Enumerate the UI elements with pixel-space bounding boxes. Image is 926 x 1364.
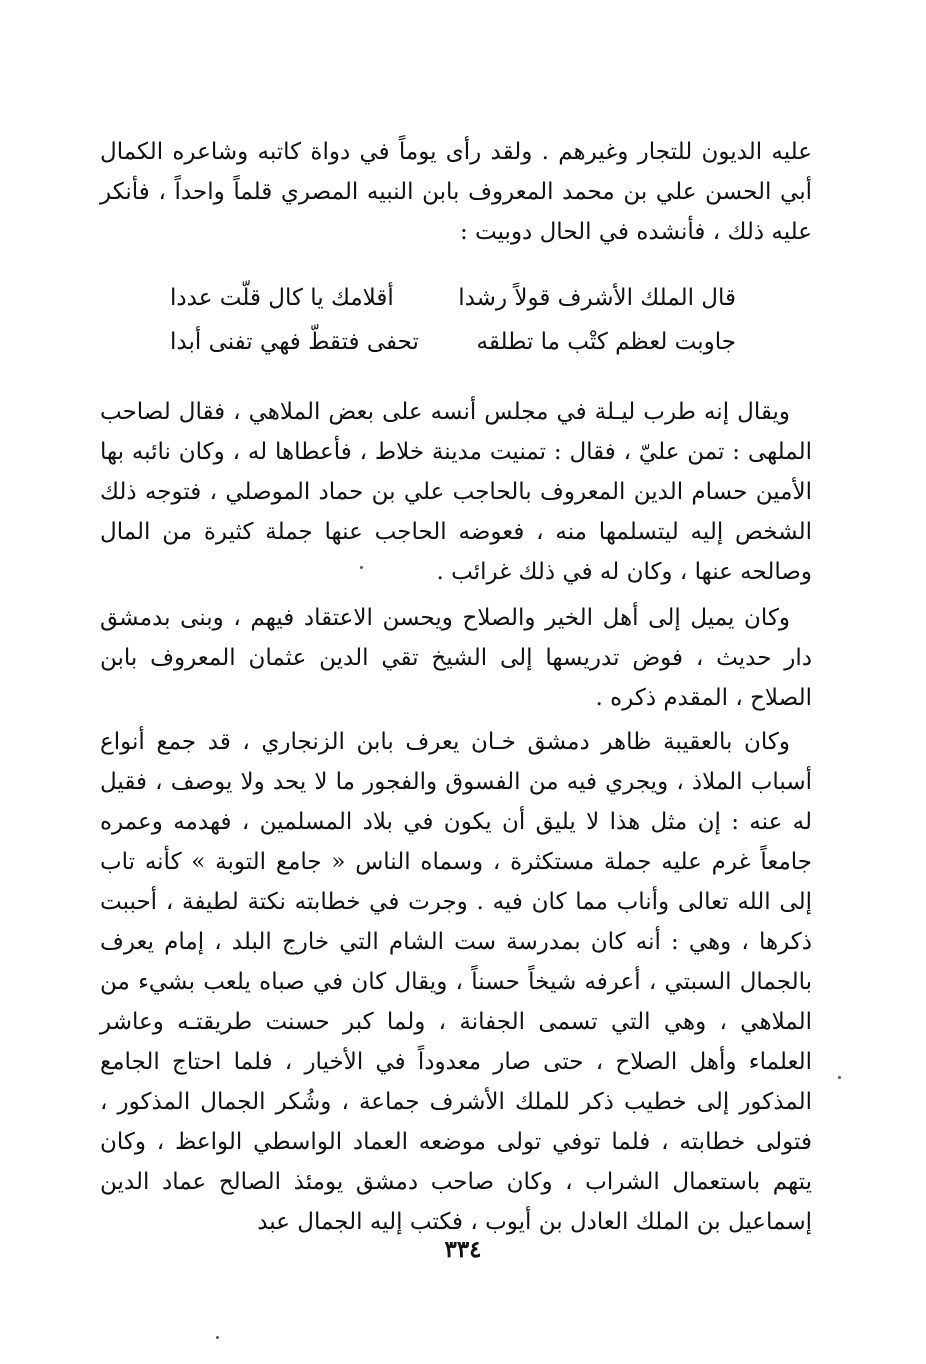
page-number: ٣٣٤ [444,1236,482,1263]
verse-2-second-hemistich: تحفى فتقطّ فهي تفنى أبدا [170,329,419,355]
poem-verse-1 [170,276,736,320]
poem-dubayt [170,276,736,364]
poem-verse-2 [170,320,736,364]
paragraph-dar-hadith [100,598,812,718]
scan-speck [216,1336,219,1339]
paragraph-opening [100,132,812,252]
paragraph-khilat [100,392,812,592]
scan-speck [360,566,363,569]
verse-1-first-hemistich: قال الملك الأشرف قولاً رشدا [458,285,736,311]
verse-1-second-hemistich: أقلامك يا كال قلّت عددا [170,285,394,311]
paragraph-text: وكان بالعقيبة ظاهر دمشق خـان يعرف بابن الزنجاري ، قد جمع أنواع أسباب الملاذ ، ويجري فيه من الفسوق والفجور ما لا يحد ولا يوصف ، فقيل له عنه : إن مثل هذا لا يليق أن يكون في بلاد المسلمين ، فهدمه وعمره جامعاً غرم عليه جملة مستكثرة ، وسماه الناس « جامع التوبة » كأنه تاب إلى الله تعالى وأناب مما كان فيه . وجرت في خطابته نكتة لطيفة ، أحببت ذكرها ، وهي : أنه كان بمدرسة ست الشام التي خارج البلد ، إمام يعرف بالجمال السبتي ، أعرفه شيخاً حسناً ، ويقال كان في صباه يلعب بشيء من الملاهي ، وهي التي تسمى الجفانة ، ولما كبر حسنت طريقتـه وعاشر العلماء وأهل الصلاح ، حتى صار معدوداً في الأخيار ، فلما احتاج الجامع المذكور إلى خطيب ذكر للملك الأشرف جماعة ، وشُكر الجمال المذكور ، فتولى خطابته ، فلما توفي تولى موضعه العماد الواسطي الواعظ ، وكان يتهم باستعمال الشراب ، وكان صاحب دمشق يومئذ الصالح عماد الدين إسماعيل بن الملك العادل بن أيوب ، فكتب إليه الجمال عبد [100,729,812,1235]
verse-2-first-hemistich: جاوبت لعظم كتْب ما تطلقه [476,329,736,355]
scan-speck [838,1076,841,1079]
paragraph-text: ويقال إنه طرب ليـلة في مجلس أنسه على بعض الملاهي ، فقال لصاحب الملهى : تمن عليّ ، فقال : تمنيت مدينة خلاط ، فأعطاها له ، وكان نائبه بها الأمين حسام الدين المعروف بالحاجب علي بن حماد الموصلي ، فتوجه ذلك الشخص إليه ليتسلمها منه ، فعوضه الحاجب عنها جملة كثيرة من المال وصالحه عنها ، وكان له في ذلك غرائب . [100,399,812,585]
paragraph-text: وكان يميل إلى أهل الخير والصلاح ويحسن الاعتقاد فيهم ، وبنى بدمشق دار حديث ، فوض تدريسها إلى الشيخ تقي الدين عثمان المعروف بابن الصلاح ، المقدم ذكره . [100,605,812,711]
paragraph-text: عليه الديون للتجار وغيرهم . ولقد رأى يوماً في دواة كاتبه وشاعره الكمال أبي الحسن علي بن محمد المعروف بابن النبيه المصري قلماً واحداً ، فأنكر عليه ذلك ، فأنشده في الحال دوبيت : [100,139,812,245]
paragraph-jami-tawba [100,722,812,1242]
